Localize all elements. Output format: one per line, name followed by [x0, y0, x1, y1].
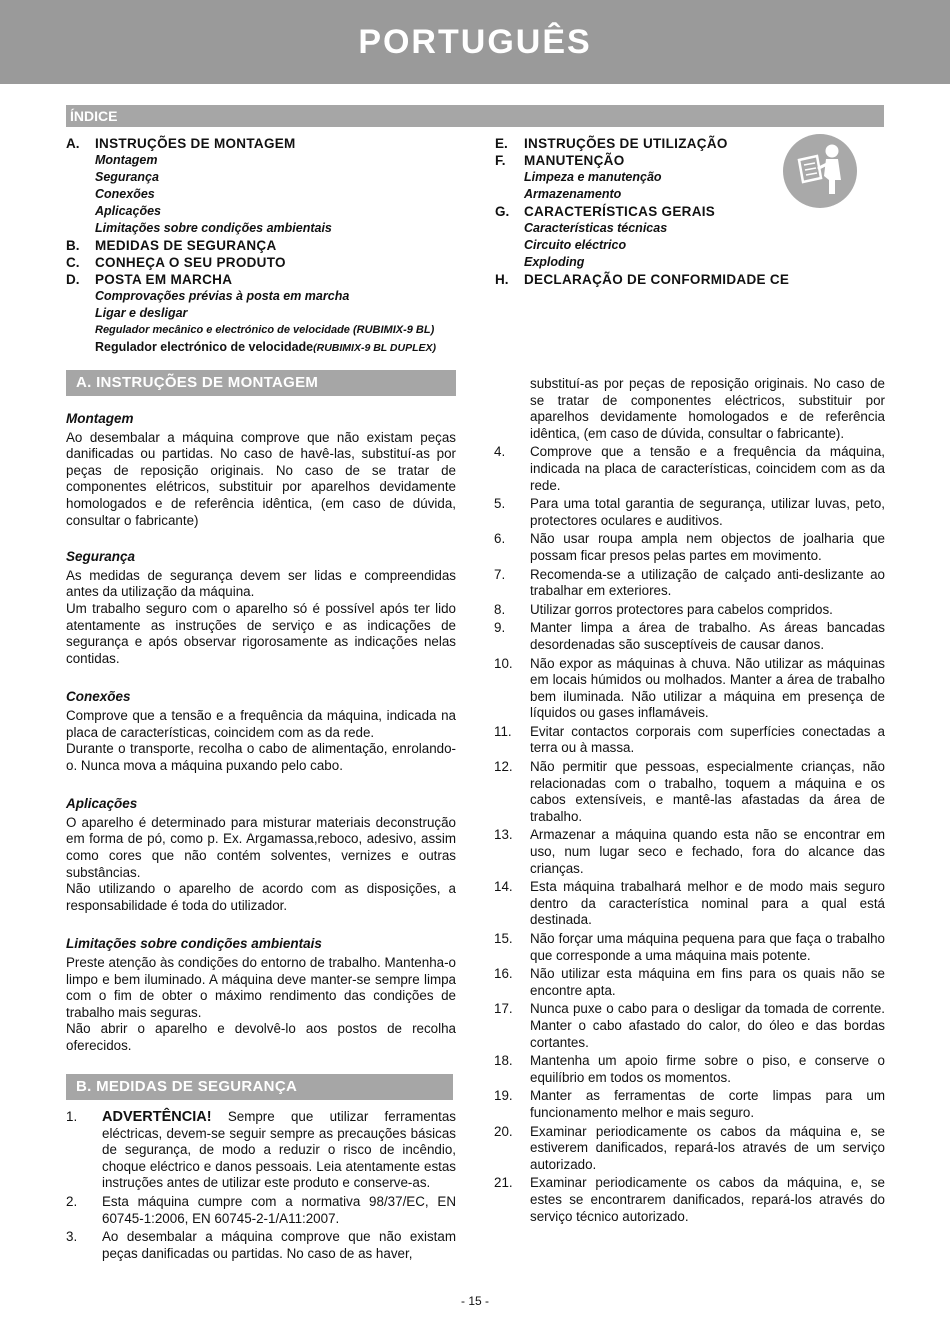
conexoes-heading: Conexões: [66, 689, 131, 705]
limitacoes-heading: Limitações sobre condições ambientais: [66, 936, 322, 952]
toc-sub: Regulador electrónico de velocidade(RUBIMIX-9 BL DUPLEX): [95, 340, 437, 354]
toc-entry-e: E. INSTRUÇÕES DE UTILIZAÇÃO: [495, 136, 728, 151]
section-b-heading: B. MEDIDAS DE SEGURANÇA: [66, 1074, 453, 1100]
paragraph: Preste atenção às condições do entorno de trabalho. Mantenha-o limpo e bem iluminado. A máquina deve manter-se sempre limpa com o fim de obter o máximo rendimento das condições de trabalho mais seguras.: [66, 955, 456, 1020]
list-item: 12. Não permitir que pessoas, especialmente crianças, não relacionadas com o trabalho, toquem a máquina e os cabos extensíveis, e mantê-las afastadas da área de trabalho.: [494, 759, 885, 824]
toc-sub: Comprovações prévias à posta em marcha: [95, 289, 350, 303]
paragraph: As medidas de segurança devem ser lidas e compreendidas antes da utilização da máquina.: [66, 567, 456, 600]
list-item: 21. Examinar periodicamente os cabos da máquina, e, se estes se encontrarem danificados, repará-los através do serviço técnico autorizado.: [494, 1175, 885, 1224]
toc-sub: Características técnicas: [524, 221, 668, 235]
list-item: 15. Não forçar uma máquina pequena para que faça o trabalho que corresponde a uma máquina mais potente.: [494, 931, 885, 963]
list-item: 14. Esta máquina trabalhará melhor e de modo mais seguro dentro da característica nominal para a qual está destinada.: [494, 879, 885, 928]
montagem-heading: Montagem: [66, 411, 134, 426]
list-item: 6. Não usar roupa ampla nem objectos de joalharia que possam ficar presos pelas partes em movimento.: [494, 531, 885, 563]
toc-entry-f: F. MANUTENÇÃO: [495, 153, 625, 168]
section-a-body: [66, 411, 456, 1069]
list-item-continued: substituí-as por peças de reposição originais. No caso de se tratar de componentes eléctricos, substituir por aparelhos devidamente homologados e de referência idêntica, (em caso de dúvida, consultar o fabricante).: [530, 376, 885, 441]
toc-sub: Limpeza e manutenção: [524, 170, 662, 184]
list-item: 17. Nunca puxe o cabo para o desligar da tomada de corrente. Manter o cabo afastado do calor, do óleo e das bordas cortantes.: [494, 1001, 885, 1050]
toc-entry-b: B. MEDIDAS DE SEGURANÇA: [66, 238, 277, 253]
safety-list-right: [494, 376, 885, 1227]
toc-entry-h: H. DECLARAÇÃO DE CONFORMIDADE CE: [495, 272, 790, 287]
paragraph: O aparelho é determinado para misturar materiais deconstrução em forma de pó, como p. Ex. Argamassa,reboco, adesivo, assim como cores que não contém solventes, vernizes e outras substâncias.: [66, 814, 456, 880]
list-item: 10. Não expor as máquinas à chuva. Não utilizar as máquinas em locais húmidos ou molhados. Manter a área de trabalho bem iluminada. Não utilizar a máquina em presença de líquidos ou gases inflamáveis.: [494, 655, 885, 721]
aplicacoes-heading: Aplicações: [66, 796, 138, 812]
list-item: 1. ADVERTÊNCIA! Sempre que utilizar ferramentas eléctricas, devem-se seguir sempre as precauções básicas de segurança, de modo a reduzir o risco de incêndio, choque eléctrico e danos pessoais. Leia atentamente estas instruções antes de utilizar este produto e conserve-as.: [66, 1109, 456, 1191]
limitacoes-block: [66, 936, 456, 1054]
list-item: 13. Armazenar a máquina quando esta não se encontrar em uso, num lugar seco e fechado, fora do alcance das crianças.: [494, 827, 885, 876]
paragraph: Um trabalho seguro com o aparelho só é possível após ter lido atentamente as instruções de serviço e as indicações de segurança e após observar rigorosamente as indicações nelas contidas.: [66, 600, 456, 666]
list-item: 20. Examinar periodicamente os cabos da máquina e, se estiverem danificados, repará-los através de um serviço autorizado.: [494, 1123, 885, 1172]
page-number: - 15 -: [460, 1294, 489, 1308]
seguranca-heading: Segurança: [66, 549, 136, 565]
paragraph: Não utilizando o aparelho de acordo com as disposições, a responsabilidade é toda do utilizador.: [66, 881, 456, 913]
read-manual-icon: [783, 134, 857, 208]
aplicacoes-block: [66, 796, 456, 914]
toc-sub: Exploding: [524, 255, 585, 269]
list-item: 18. Mantenha um apoio firme sobre o piso, e conserve o equilíbrio em todos os momentos.: [494, 1053, 885, 1085]
list-item: 3. Ao desembalar a máquina comprove que não existam peças danificadas ou partidas. No caso de as haver,: [66, 1229, 456, 1261]
toc-sub: Aplicações: [95, 204, 162, 218]
list-item: 19. Manter as ferramentas de corte limpas para um funcionamento melhor e mais seguro.: [494, 1088, 885, 1120]
list-item: 8. Utilizar gorros protectores para cabelos compridos.: [494, 601, 833, 617]
list-item: 16. Não utilizar esta máquina em fins para os quais não se encontre apta.: [494, 966, 885, 998]
page-title: PORTUGUÊS: [358, 22, 592, 61]
montagem-block: [66, 411, 456, 529]
paragraph: Não abrir o aparelho e devolvê-lo aos postos de recolha oferecidos.: [66, 1021, 456, 1053]
list-item: 4. Comprove que a tensão e a frequência da máquina, indicada na placa de características, coincidem com as da rede.: [494, 444, 885, 493]
paragraph: Durante o transporte, recolha o cabo de alimentação, enrolando-o. Nunca mova a máquina puxando pelo cabo.: [66, 741, 456, 773]
safety-list-left: [66, 1109, 456, 1264]
list-item: 5. Para uma total garantia de segurança, utilizar luvas, peto, protectores oculares e auditivos.: [494, 496, 885, 528]
list-item: 11. Evitar contactos corporais com superfícies conectadas a terra ou à massa.: [494, 723, 885, 756]
list-item: 9. Manter limpa a área de trabalho. As áreas bancadas desordenadas são susceptíveis de causar danos.: [494, 620, 885, 652]
toc-sub: Limitações sobre condições ambientais: [95, 221, 332, 235]
index-heading: ÍNDICE: [66, 105, 884, 127]
toc-left: [66, 135, 436, 357]
paragraph: Ao desembalar a máquina comprove que não existam peças danificadas ou partidas. No caso de havê-las, substituí-as por peças de reposição originais. No caso de se tratar de componentes elétricos, substituir por aparelhos devidamente homologados e de referência idêntica, (em caso de dúvida, consultar o fabricante): [66, 429, 456, 528]
section-a-heading: A. INSTRUÇÕES DE MONTAGEM: [66, 370, 456, 396]
toc-entry-a: A. INSTRUÇÕES DE MONTAGEM: [66, 136, 296, 151]
list-item: 7. Recomenda-se a utilização de calçado anti-deslizante ao trabalhar em exteriores.: [494, 566, 885, 599]
toc-entry-g: G. CARACTERÍSTICAS GERAIS: [495, 204, 716, 219]
seguranca-block: [66, 549, 456, 667]
toc-sub: Segurança: [95, 170, 159, 184]
toc-sub: Conexões: [95, 187, 155, 201]
toc-sub: Montagem: [95, 153, 158, 167]
toc-sub: Circuito eléctrico: [524, 238, 627, 252]
toc-sub: Armazenamento: [524, 187, 622, 201]
toc-right: [495, 135, 789, 288]
toc-sub: Regulador mecânico e electrónico de velocidade (RUBIMIX-9 BL): [95, 324, 435, 336]
paragraph: Comprove que a tensão e a frequência da máquina, indicada na placa de características, coincidem com as da rede.: [66, 707, 456, 740]
conexoes-block: [66, 689, 456, 774]
toc-entry-c: C. CONHEÇA O SEU PRODUTO: [66, 255, 286, 270]
warning-label: ADVERTÊNCIA!: [102, 1109, 212, 1125]
list-item: 2. Esta máquina cumpre com a normativa 98/37/EC, EN 60745-1:2006, EN 60745-2-1/A11:2007.: [66, 1193, 456, 1226]
toc-entry-d: D. POSTA EM MARCHA: [66, 272, 233, 287]
language-banner: [0, 0, 950, 84]
toc-sub: Ligar e desligar: [95, 306, 188, 320]
